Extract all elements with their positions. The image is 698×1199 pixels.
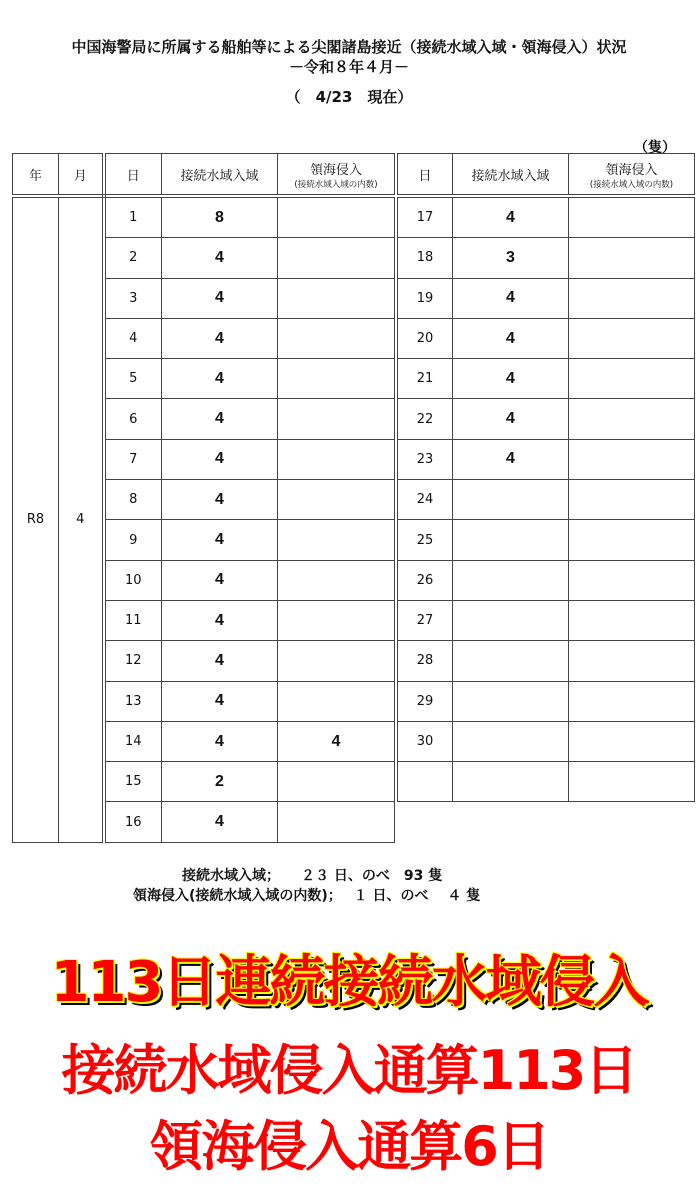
day-cell: 24 <box>398 480 453 520</box>
day-cell: 1 <box>104 196 162 238</box>
contiguous-cell: 3 <box>453 238 569 278</box>
day-cell <box>398 762 453 802</box>
as-of-date: （ 4/23 現在） <box>285 88 413 106</box>
contiguous-cell: 4 <box>162 641 278 681</box>
territorial-cell <box>278 560 395 600</box>
contiguous-cell <box>453 721 569 761</box>
day-cell: 3 <box>104 278 162 318</box>
territorial-cell <box>569 721 695 761</box>
table-right <box>397 153 695 802</box>
day-cell: 16 <box>104 802 162 842</box>
day-cell: 4 <box>104 318 162 358</box>
contiguous-cell: 4 <box>453 196 569 238</box>
contiguous-cell: 4 <box>162 318 278 358</box>
day-cell: 11 <box>104 600 162 640</box>
contiguous-cell: 2 <box>162 762 278 802</box>
territorial-cell <box>569 196 695 238</box>
territorial-cell <box>569 359 695 399</box>
contiguous-cell: 4 <box>453 399 569 439</box>
table-row <box>398 641 695 681</box>
day-cell: 26 <box>398 560 453 600</box>
territorial-cell <box>278 641 395 681</box>
table-row <box>13 196 395 238</box>
contiguous-cell: 4 <box>162 520 278 560</box>
contiguous-cell <box>453 641 569 681</box>
territorial-cell <box>569 318 695 358</box>
territorial-cell <box>278 439 395 479</box>
day-cell: 18 <box>398 238 453 278</box>
territorial-cell <box>278 802 395 842</box>
contiguous-cell: 4 <box>453 318 569 358</box>
header-month: 月 <box>59 154 104 197</box>
contiguous-cell <box>453 762 569 802</box>
summary <box>0 866 698 906</box>
day-cell: 17 <box>398 196 453 238</box>
territorial-cell <box>569 600 695 640</box>
contiguous-cell: 4 <box>162 238 278 278</box>
table-row <box>398 359 695 399</box>
contiguous-cell: 4 <box>162 359 278 399</box>
contiguous-cell: 4 <box>162 600 278 640</box>
day-cell: 5 <box>104 359 162 399</box>
table-row <box>398 439 695 479</box>
day-cell: 12 <box>104 641 162 681</box>
document-title: 中国海警局に所属する船舶等による尖閣諸島接近（接続水域入域・領海侵入）状況 <box>71 38 627 56</box>
territorial-cell <box>569 399 695 439</box>
territorial-cell <box>569 762 695 802</box>
header-territorial-note: (接続水域入域の内数) <box>589 179 674 190</box>
contiguous-cell: 8 <box>162 196 278 238</box>
contiguous-cell: 4 <box>162 802 278 842</box>
contiguous-cell <box>453 560 569 600</box>
day-cell: 2 <box>104 238 162 278</box>
header-territorial <box>569 154 695 197</box>
day-cell: 22 <box>398 399 453 439</box>
day-cell: 19 <box>398 278 453 318</box>
header-day: 日 <box>104 154 162 197</box>
table-row <box>398 480 695 520</box>
contiguous-cell: 4 <box>453 359 569 399</box>
territorial-cell <box>278 480 395 520</box>
table-left <box>12 153 395 843</box>
territorial-cell <box>278 359 395 399</box>
territorial-cell <box>278 399 395 439</box>
territorial-cell <box>569 439 695 479</box>
day-cell: 15 <box>104 762 162 802</box>
header-day: 日 <box>398 154 453 197</box>
territorial-cell: 4 <box>278 721 395 761</box>
day-cell: 7 <box>104 439 162 479</box>
banner-total-territorial: 領海侵入通算6日 <box>149 1115 549 1178</box>
day-cell: 28 <box>398 641 453 681</box>
day-cell: 27 <box>398 600 453 640</box>
summary-contiguous: 接続水域入域； ２３ 日、のべ 93 隻 <box>182 868 443 884</box>
territorial-cell <box>569 560 695 600</box>
banner-total-contiguous: 接続水域侵入通算113日 <box>61 1039 637 1102</box>
territorial-cell <box>569 641 695 681</box>
territorial-cell <box>569 520 695 560</box>
table-row <box>398 560 695 600</box>
territorial-cell <box>569 278 695 318</box>
day-cell: 13 <box>104 681 162 721</box>
territorial-cell <box>278 278 395 318</box>
territorial-cell <box>278 600 395 640</box>
unit-label: （隻） <box>634 140 676 156</box>
year-cell: R8 <box>13 196 59 842</box>
header-territorial-label: 領海侵入 <box>309 162 362 178</box>
contiguous-cell <box>453 520 569 560</box>
summary-territorial: 領海侵入(接続水域入域の内数)； １ 日、のべ ４ 隻 <box>133 888 481 904</box>
territorial-cell <box>278 196 395 238</box>
month-cell: 4 <box>59 196 104 842</box>
day-cell: 30 <box>398 721 453 761</box>
contiguous-cell: 4 <box>162 560 278 600</box>
day-cell: 8 <box>104 480 162 520</box>
table-row <box>398 600 695 640</box>
header-territorial-note: (接続水域入域の内数) <box>294 179 378 190</box>
contiguous-cell <box>453 681 569 721</box>
table-row <box>398 196 695 238</box>
contiguous-cell: 4 <box>453 278 569 318</box>
table-row <box>398 318 695 358</box>
day-cell: 9 <box>104 520 162 560</box>
day-cell: 6 <box>104 399 162 439</box>
header-contiguous: 接続水域入域 <box>162 154 278 197</box>
territorial-cell <box>278 681 395 721</box>
table-row <box>398 681 695 721</box>
contiguous-cell: 4 <box>162 480 278 520</box>
territorial-cell <box>569 238 695 278</box>
contiguous-cell: 4 <box>162 439 278 479</box>
day-cell: 14 <box>104 721 162 761</box>
territorial-cell <box>278 318 395 358</box>
day-cell: 21 <box>398 359 453 399</box>
day-cell: 23 <box>398 439 453 479</box>
table-row <box>398 238 695 278</box>
header-territorial-label: 領海侵入 <box>605 162 658 178</box>
territorial-cell <box>569 480 695 520</box>
territorial-cell <box>278 762 395 802</box>
day-cell: 20 <box>398 318 453 358</box>
document-subtitle: －令和８年４月－ <box>288 58 409 76</box>
contiguous-cell <box>453 600 569 640</box>
day-cell: 10 <box>104 560 162 600</box>
contiguous-cell: 4 <box>453 439 569 479</box>
header-territorial <box>278 154 395 197</box>
territorial-cell <box>569 681 695 721</box>
header-contiguous: 接続水域入域 <box>453 154 569 197</box>
territorial-cell <box>278 238 395 278</box>
contiguous-cell: 4 <box>162 399 278 439</box>
table-row <box>398 399 695 439</box>
table-row <box>398 520 695 560</box>
banner-consecutive-days: 113日連続接続水域侵入 <box>50 950 648 1015</box>
table-row <box>398 278 695 318</box>
day-cell: 25 <box>398 520 453 560</box>
territorial-cell <box>278 520 395 560</box>
contiguous-cell: 4 <box>162 681 278 721</box>
contiguous-cell <box>453 480 569 520</box>
table-row <box>398 762 695 802</box>
contiguous-cell: 4 <box>162 721 278 761</box>
table-row <box>398 721 695 761</box>
contiguous-cell: 4 <box>162 278 278 318</box>
header-year: 年 <box>13 154 59 197</box>
day-cell: 29 <box>398 681 453 721</box>
